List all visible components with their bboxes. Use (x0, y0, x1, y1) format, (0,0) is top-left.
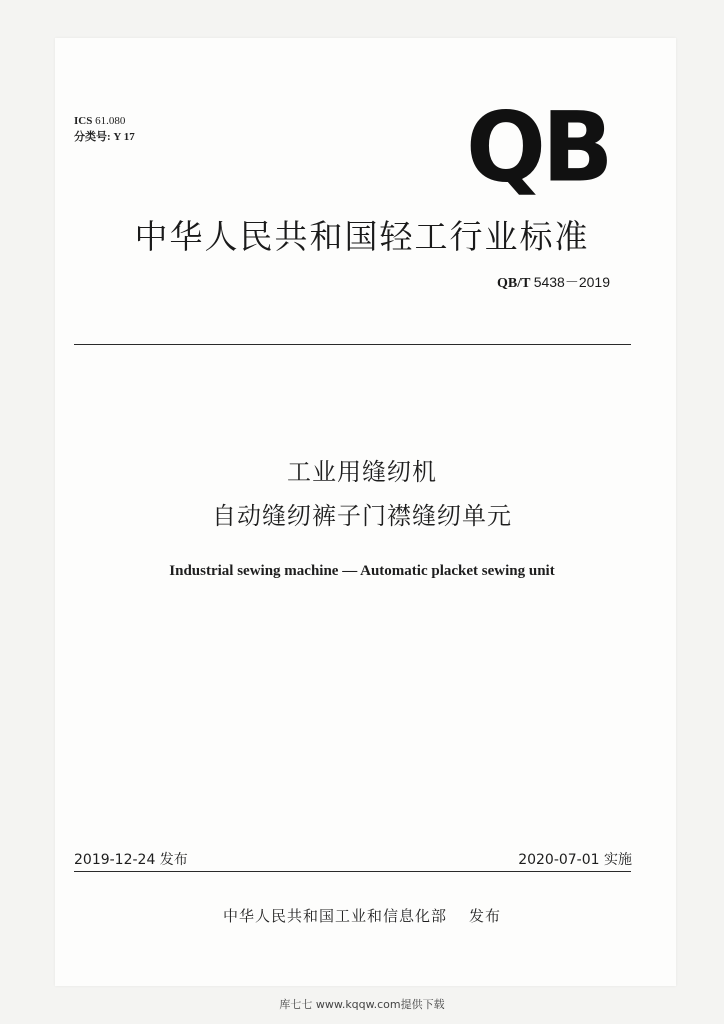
download-footer: 库七七 www.kqqw.com提供下载 (279, 998, 445, 1011)
class-value: Y 17 (113, 131, 135, 143)
publisher (0, 905, 724, 926)
top-divider (74, 344, 631, 345)
cn-title-line-1: 工业用缝纫机 (287, 458, 437, 486)
english-title: Industrial sewing machine — Automatic placket sewing unit (169, 563, 555, 579)
classification-block (74, 113, 135, 145)
publisher-action: 发布 (469, 907, 502, 925)
issue-date: 2019-12-24 发布 (74, 852, 188, 868)
ics-line (74, 113, 135, 129)
class-label: 分类号: (74, 131, 111, 143)
cn-title-line-2: 自动缝纫裤子门襟缝纫单元 (212, 502, 512, 530)
standard-prefix: QB/T (497, 276, 531, 291)
standard-code: 5438－2019 (533, 274, 610, 290)
bottom-divider (74, 871, 631, 872)
ics-value: 61.080 (95, 115, 126, 127)
class-line (74, 129, 135, 145)
standard-number (497, 272, 610, 292)
industry-standard-title: 中华人民共和国轻工行业标准 (134, 217, 590, 256)
publisher-name: 中华人民共和国工业和信息化部 (222, 907, 447, 925)
ics-label: ICS (74, 115, 93, 127)
qb-logo: QB (466, 92, 610, 205)
implementation-date: 2020-07-01 实施 (518, 852, 632, 868)
